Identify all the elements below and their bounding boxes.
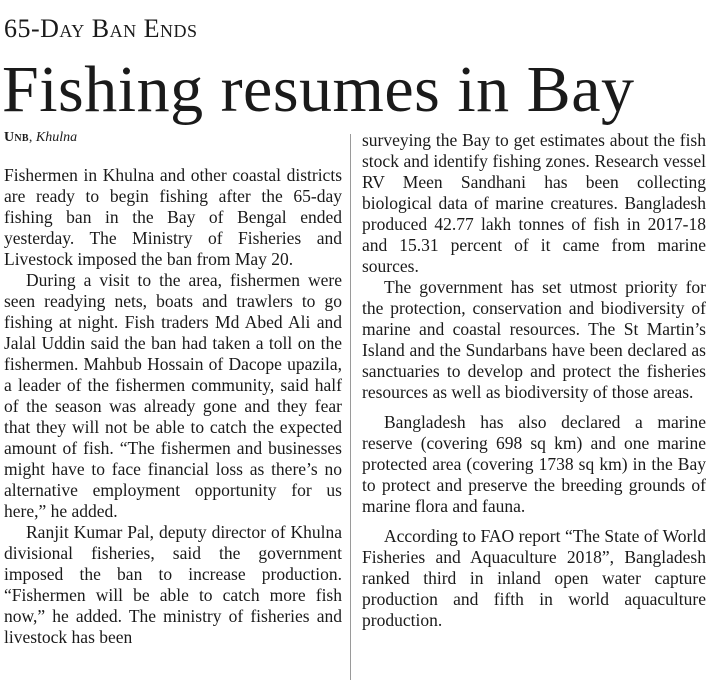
paragraph: Fishermen in Khulna and other coastal districts are ready to begin fishing after the 65-day fishing ban in the Bay of Bengal ended yesterday. The Ministry of Fisheries and Livestock imposed the ban from May 20. [4, 165, 342, 269]
paragraph: According to FAO report “The State of World Fisheries and Aquaculture 2018”, Bangladesh ranked third in inland open water capture production and fifth in world aquaculture production. [362, 526, 706, 630]
headline: Fishing resumes in Bay [2, 53, 635, 126]
article-column-right [362, 130, 706, 631]
column-divider [350, 134, 351, 680]
kicker: 65-Day Ban Ends [4, 14, 198, 43]
byline-agency: Unb [4, 130, 29, 145]
paragraph: Bangladesh has also declared a marine reserve (covering 698 sq km) and one marine protected area (covering 1738 sq km) in the Bay to protect and preserve the breeding grounds of marine flora and fauna. [362, 412, 706, 516]
byline-separator: , [28, 130, 36, 145]
paragraph: surveying the Bay to get estimates about the fish stock and identify fishing zones. Research vessel RV Meen Sandhani has been collecting biological data of marine creatures. Bangladesh produced 42.77 lakh tonnes of fish in 2017-18 and 15.31 percent of it came from marine sources. [362, 130, 706, 276]
byline-place: Khulna [35, 130, 78, 145]
paragraph: The government has set utmost priority for the protection, conservation and biodiversity of marine and coastal resources. The St Martin’s Island and the Sundarbans have been declared as sanctuaries to develop and protect the fisheries resources as well as biodiversity of those areas. [362, 277, 706, 402]
article-column-left [4, 128, 342, 648]
byline [4, 128, 342, 148]
paragraph: During a visit to the area, fishermen were seen readying nets, boats and trawlers to go fishing at night. Fish traders Md Abed Ali and Jalal Uddin said the ban had taken a toll on the fishermen. Mahbub Hossain of Dacope upazila, a leader of the fishermen community, said half of the season was already gone and they fear that they will not be able to catch the expected amount of fish. “The fishermen and businesses might have to face financial loss as there’s no alternative employment opportunity for us here,” he added. [4, 270, 342, 521]
paragraph: Ranjit Kumar Pal, deputy director of Khulna divisional fisheries, said the government imposed the ban to increase production. “Fishermen will be able to catch more fish now,” he added. The ministry of fisheries and livestock has been [4, 522, 342, 647]
